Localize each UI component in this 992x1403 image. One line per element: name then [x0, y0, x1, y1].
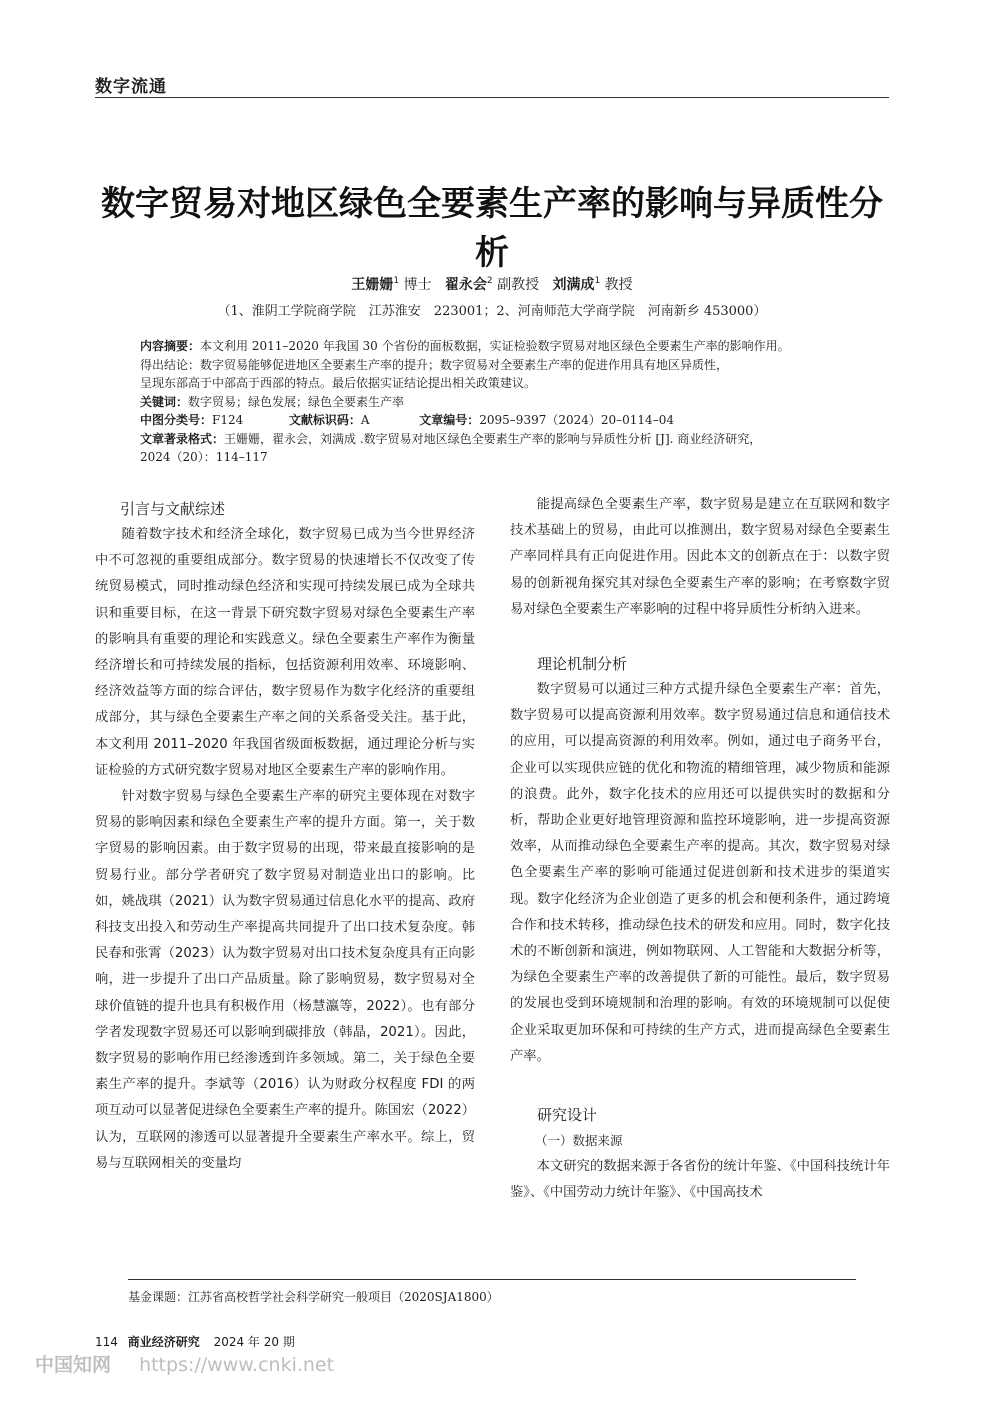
header-divider	[95, 97, 889, 98]
section-heading-introduction: 引言与文献综述	[120, 500, 226, 518]
author-name: 翟永会	[444, 277, 487, 293]
doc-code: A	[360, 413, 370, 427]
abstract-label: 内容摘要：	[140, 339, 201, 353]
page-footer	[95, 1333, 295, 1350]
body-paragraph: 针对数字贸易与绿色全要素生产率的研究主要体现在对数字贸易的影响因素和绿色全要素生产率的提升方面。第一，关于数字贸易的影响因素。由于数字贸易的出现，带来最直接影响的是贸易行业。部分学者研究了数字贸易对制造业出口的影响。比如，姚战琪（2021）认为数字贸易通过信息化水平的提高、政府科技支出投入和劳动生产率提高共同提升了出口技术复杂度。韩民春和张霄（2023）认为数字贸易对出口技术复杂度具有正向影响，进一步提升了出口产品质量。除了影响贸易，数字贸易对全球价值链的提升也具有积极作用（杨慧瀛等，2022）。也有部分学者发现数字贸易还可以影响到碳排放（韩晶，2021）。因此，数字贸易的影响作用已经渗透到许多领域。第二，关于绿色全要素生产率的提升。李斌等（2016）认为财政分权程度 FDI 的两项互动可以显著促进绿色全要素生产率的提升。陈国宏（2022）认为，互联网的渗透可以显著提升全要素生产率水平。综上，贸易与互联网相关的变量均	[95, 789, 475, 1171]
article-number-label: 文章编号：	[419, 413, 480, 427]
cnki-logo-text: 中国知网	[35, 1354, 112, 1376]
author-sup: 1	[594, 276, 601, 286]
keywords-label: 关键词：	[140, 394, 189, 409]
journal-name: 商业经济研究	[127, 1335, 200, 1349]
body-paragraph: 本文研究的数据来源于各省份的统计年鉴、《中国科技统计年鉴》、《中国劳动力统计年鉴》、《中国高技术	[510, 1159, 890, 1201]
citation-label: 文章著录格式：	[140, 431, 225, 446]
author-sup: 1	[393, 276, 400, 286]
body-paragraph: 能提高绿色全要素生产率，数字贸易是建立在互联网和数字技术基础上的贸易，由此可以推测出，数字贸易对绿色全要素生产率同样具有正向促进作用。因此本文的创新点在于：以数字贸易的创新视角探究其对绿色全要素生产率的影响；在考察数字贸易对绿色全要素生产率影响的过程中将异质性分析纳入进来。	[510, 497, 890, 617]
author-name: 刘满成	[552, 277, 595, 293]
citation-text-cont: 2024（20）：114–117	[140, 450, 268, 464]
article-title: 数字贸易对地区绿色全要素生产率的影响与异质性分析	[101, 184, 883, 273]
body-left-column	[95, 496, 475, 1177]
doc-code-label: 文献标识码：	[288, 413, 361, 427]
abstract-line: 得出结论：数字贸易能够促进地区全要素生产率的提升；数字贸易对全要素生产率的促进作用具有地区异质性，	[140, 357, 729, 372]
issue-label: 2024 年 20 期	[213, 1335, 295, 1349]
clc-label: 中图分类号：	[140, 413, 213, 427]
cnki-url: https://www.cnki.net	[139, 1354, 335, 1376]
body-paragraph: 数字贸易可以通过三种方式提升绿色全要素生产率：首先，数字贸易可以提高资源利用效率。数字贸易通过信息和通信技术的应用，可以提高资源的利用效率。例如，通过电子商务平台，企业可以实现供应链的优化和物流的精细管理，减少物质和能源的浪费。此外，数字化技术的应用还可以提供实时的数据和分析，帮助企业更好地管理资源和监控环境影响，进一步提高资源效率，从而推动绿色全要素生产率的提高。其次，数字贸易对绿色全要素生产率的影响可能通过促进创新和技术进步的渠道实现。数字化经济为企业创造了更多的机会和便利条件，通过跨境合作和技术转移，推动绿色技术的研发和应用。同时，数字化技术的不断创新和演进，例如物联网、人工智能和大数据分析等，为绿色全要素生产率的改善提供了新的可能性。最后，数字贸易的发展也受到环境规制和治理的影响。有效的环境规制可以促使企业采取更加环保和可持续的生产方式，进而提高绿色全要素生产率。	[510, 682, 890, 1064]
citation-text: 王姗姗，翟永会，刘满成 .数字贸易对地区绿色全要素生产率的影响与异质性分析 [J]. 商业经济研究，	[224, 431, 762, 446]
cnki-watermark	[35, 1350, 334, 1377]
column-section-label: 数字流通	[95, 77, 167, 97]
author-sup: 2	[486, 276, 493, 286]
abstract-block	[140, 337, 852, 467]
body-paragraph: 随着数字技术和经济全球化，数字贸易已成为当今世界经济中不可忽视的重要组成部分。数字贸易的快速增长不仅改变了传统贸易模式，同时推动绿色经济和实现可持续发展已成为全球共识和重要目标，在这一背景下研究数字贸易对绿色全要素生产率的影响具有重要的理论和实践意义。绿色全要素生产率作为衡量经济增长和可持续发展的指标，包括资源利用效率、环境影响、经济效益等方面的综合评估，数字贸易作为数字化经济的重要组成部分，其与绿色全要素生产率之间的关系备受关注。基于此，本文利用 2011–2020 年我国省级面板数据，通过理论分析与实证检验的方式研究数字贸易对地区全要素生产率的影响作用。	[95, 527, 475, 778]
funding-footnote: 基金课题：江苏省高校哲学社会科学研究一般项目（2020SJA1800）	[128, 1290, 499, 1304]
author-name: 王姗姗	[351, 277, 394, 293]
article-number: 2095–9397（2024）20–0114–04	[479, 413, 674, 427]
footnote-divider	[128, 1279, 856, 1280]
author-line	[95, 274, 889, 294]
clc-number: F124	[212, 413, 244, 427]
abstract-line: 呈现东部高于中部高于西部的特点。最后依据实证结论提出相关政策建议。	[140, 376, 537, 390]
author-title: 教授	[604, 277, 633, 293]
body-right-column	[510, 492, 890, 1207]
subsection-heading-data: （一）数据来源	[535, 1133, 623, 1149]
author-title: 博士	[403, 277, 432, 293]
affiliations: （1、淮阴工学院商学院 江苏淮安 223001；2、河南师范大学商学院 河南新乡 453000）	[217, 304, 767, 319]
abstract-line: 本文利用 2011–2020 年我国 30 个省份的面板数据，实证检验数字贸易对地区绿色全要素生产率的影响作用。	[200, 339, 790, 353]
author-title: 副教授	[497, 277, 540, 293]
page-number: 114	[95, 1335, 118, 1349]
section-heading-design: 研究设计	[537, 1106, 598, 1125]
section-heading-mechanism: 理论机制分析	[537, 655, 628, 674]
keywords: 数字贸易；绿色发展；绿色全要素生产率	[188, 394, 405, 409]
